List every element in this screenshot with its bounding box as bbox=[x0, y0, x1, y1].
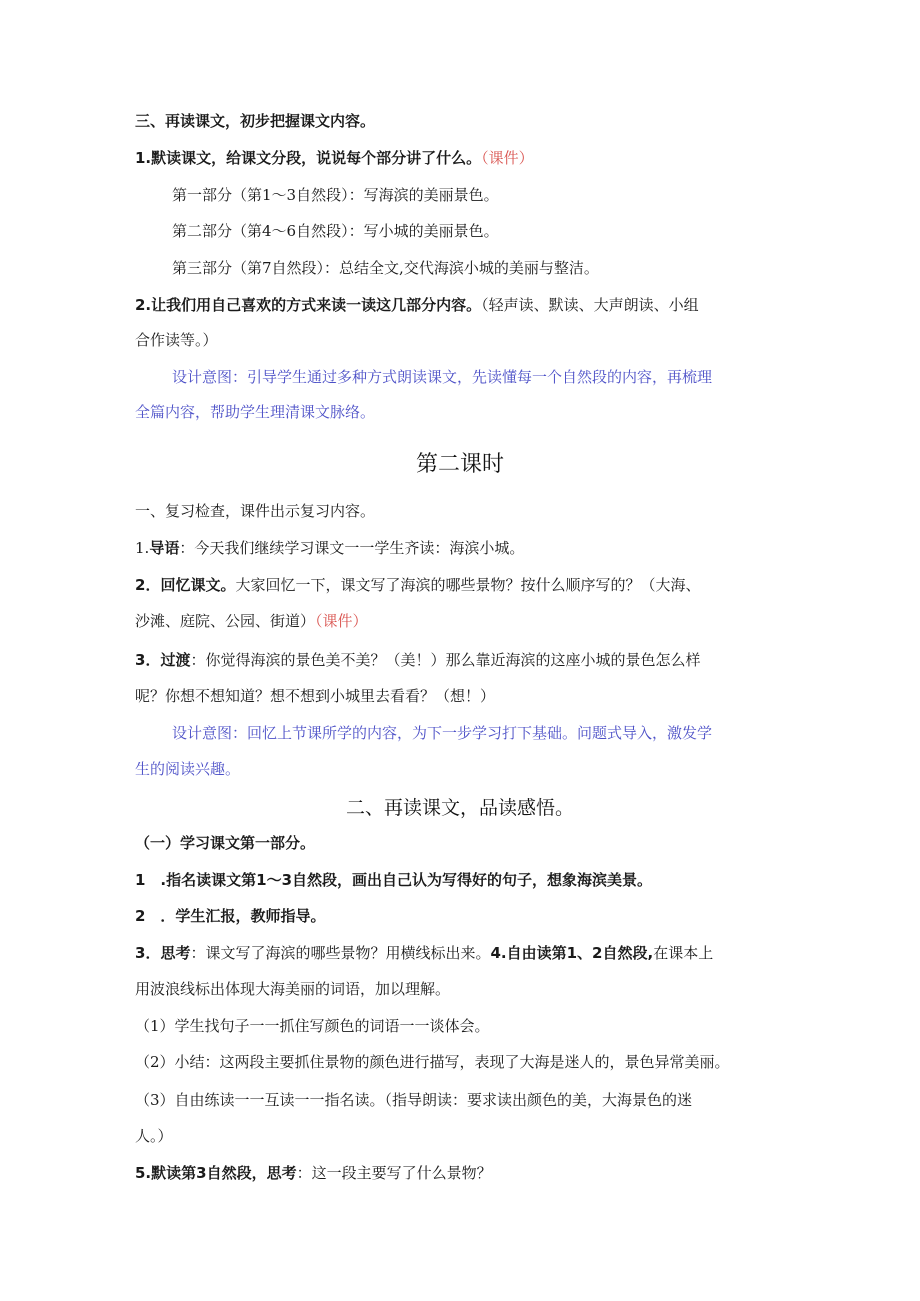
review-1-rest: ：今天我们继续学习课文一一学生齐读：海滨小城。 bbox=[179, 539, 525, 557]
courseware-tag-2: （课件） bbox=[315, 612, 368, 630]
review-2-num: 2 bbox=[135, 576, 146, 594]
item-2-line2: 合作读等。） bbox=[135, 331, 218, 349]
step-2: 2 ．学生汇报，教师指导。 bbox=[135, 907, 326, 925]
review-3 bbox=[135, 650, 700, 670]
step-3 bbox=[135, 943, 713, 963]
item-2-text: 2.让我们用自己喜欢的方式来读一读这几部分内容。 bbox=[135, 296, 482, 314]
step-3-num: 3 bbox=[135, 944, 146, 962]
item-2-rest: （轻声读、默读、大声朗读、小组 bbox=[481, 296, 699, 314]
step-4-rest: 在课本上 bbox=[653, 944, 714, 962]
review-3-line2: 呢？你想不想知道？想不想到小城里去看看？（想！） bbox=[135, 687, 496, 705]
review-3-rest: ：你觉得海滨的景色美不美？（美！）那么靠近海滨的这座小城的景色怎么样 bbox=[190, 651, 701, 669]
design-intent-2-line1: 设计意图：回忆上节课所学的内容，为下一步学习打下基础。问题式导入，激发学 bbox=[172, 724, 713, 742]
review-3-bold: ．过渡 bbox=[145, 651, 191, 669]
part-3: 第三部分（第7自然段）：总结全文,交代海滨小城的美丽与整洁。 bbox=[172, 259, 599, 277]
review-1-bold: 导语 bbox=[149, 539, 180, 557]
section-two-title: 二、再读课文，品读感悟。 bbox=[345, 797, 574, 819]
sub-point-2: （2）小结：这两段主要抓住景物的颜色进行描写，表现了大海是迷人的，景色异常美丽。 bbox=[135, 1053, 730, 1071]
lesson-two-title: 第二课时 bbox=[415, 452, 504, 477]
step-5-rest: ：这一段主要写了什么景物？ bbox=[296, 1164, 492, 1182]
sub-point-3: （3）自由练读一一互读一一指名读。（指导朗读：要求读出颜色的美，大海景色的迷 bbox=[135, 1091, 693, 1109]
part-2: 第二部分（第4〜6自然段）：写小城的美丽景色。 bbox=[172, 222, 499, 240]
review-1-num: 1. bbox=[135, 539, 150, 557]
sub-point-3-line2: 人。） bbox=[135, 1127, 173, 1145]
review-2 bbox=[135, 575, 700, 595]
review-2-line2-text: 沙滩、庭院、公园、街道） bbox=[135, 612, 316, 630]
step-5-bold: 5.默读第3自然段，思考 bbox=[135, 1164, 297, 1182]
review-heading: 一、复习检查，课件出示复习内容。 bbox=[135, 502, 376, 520]
courseware-tag: （课件） bbox=[481, 149, 534, 167]
review-2-line2 bbox=[135, 611, 368, 631]
step-5 bbox=[135, 1163, 492, 1183]
section-three-heading: 三、再读课文，初步把握课文内容。 bbox=[135, 112, 376, 130]
step-1: 1 .指名读课文第1〜3自然段，画出自己认为写得好的句子，想象海滨美景。 bbox=[135, 871, 653, 889]
sub-point-1: （1）学生找句子一一抓住写颜色的词语一一谈体会。 bbox=[135, 1017, 490, 1035]
review-1 bbox=[135, 538, 524, 558]
step-3-rest: ：课文写了海滨的哪些景物？用横线标出来。 bbox=[190, 944, 491, 962]
step-3-line2: 用波浪线标出体现大海美丽的词语，加以理解。 bbox=[135, 980, 451, 998]
design-intent-1-line1: 设计意图：引导学生通过多种方式朗读课文，先读懂每一个自然段的内容，再梳理 bbox=[172, 368, 713, 386]
step-4-bold: 4.自由读第1、2自然段, bbox=[490, 944, 654, 962]
design-intent-1-line2: 全篇内容，帮助学生理清课文脉络。 bbox=[135, 403, 376, 421]
review-3-num: 3 bbox=[135, 651, 146, 669]
design-intent-2-line2: 生的阅读兴趣。 bbox=[135, 760, 241, 778]
item-1 bbox=[135, 148, 534, 168]
item-1-text: 1.默读课文，给课文分段，说说每个部分讲了什么。 bbox=[135, 149, 482, 167]
review-2-rest: 大家回忆一下，课文写了海滨的哪些景物？按什么顺序写的？（大海、 bbox=[235, 576, 701, 594]
review-2-bold: ．回忆课文。 bbox=[145, 576, 236, 594]
part-1: 第一部分（第1〜3自然段）：写海滨的美丽景色。 bbox=[172, 186, 499, 204]
part-one-heading: （一）学习课文第一部分。 bbox=[135, 834, 316, 852]
step-3-bold: ．思考 bbox=[145, 944, 191, 962]
item-2 bbox=[135, 295, 699, 315]
